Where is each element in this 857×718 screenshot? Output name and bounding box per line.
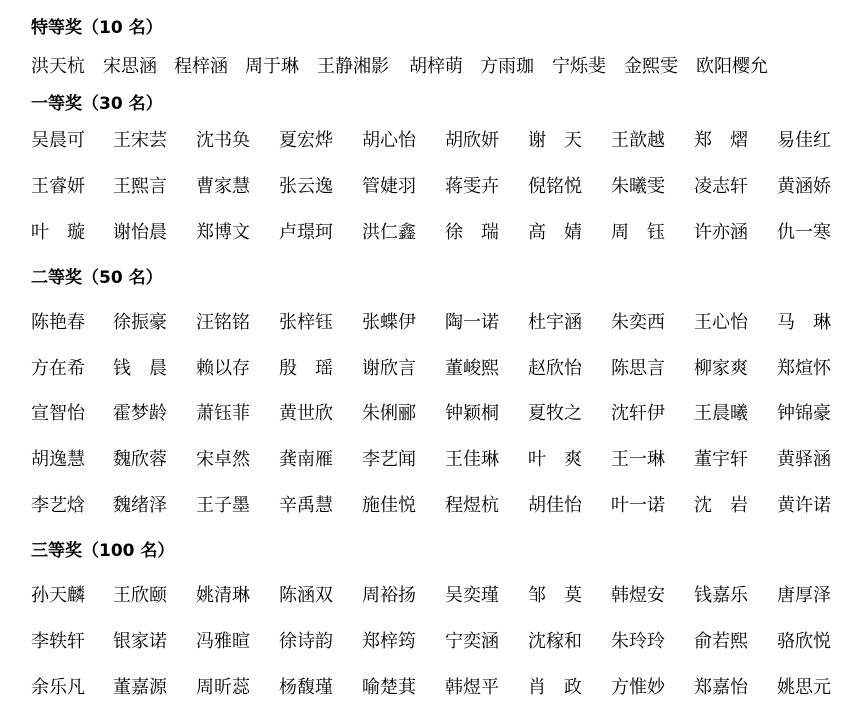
winner-name: 朱奕西 (611, 312, 665, 333)
winner-name: 宋卓然 (196, 449, 250, 470)
name-row (0, 129, 857, 153)
winner-name: 萧钰菲 (196, 403, 250, 424)
section-heading: 特等奖（10 名） (31, 18, 163, 38)
winner-name: 王睿妍 (31, 176, 85, 197)
winner-name: 周裕扬 (362, 585, 416, 606)
winner-name: 周于琳 (245, 56, 299, 77)
winner-name: 陈思言 (611, 358, 665, 379)
winner-name: 叶一诺 (611, 495, 665, 516)
winner-name: 霍梦龄 (113, 403, 167, 424)
winner-name: 辛禹慧 (279, 495, 333, 516)
winner-name: 谢欣言 (362, 358, 416, 379)
winner-name: 张蝶伊 (362, 312, 416, 333)
winner-name: 黄涵娇 (777, 176, 831, 197)
winner-name: 柳家爽 (694, 358, 748, 379)
winner-name: 杜宇涵 (528, 312, 582, 333)
winner-name: 邹 莫 (528, 585, 582, 606)
winner-name: 郑煊怀 (777, 358, 831, 379)
name-row (0, 448, 857, 472)
name-row (0, 402, 857, 426)
winner-name: 赵欣怡 (528, 358, 582, 379)
section-heading: 一等奖（30 名） (31, 94, 163, 114)
winner-name: 郑博文 (196, 222, 250, 243)
winner-name: 冯雅暄 (196, 631, 250, 652)
winner-name: 管婕羽 (362, 176, 416, 197)
winner-name: 钟颖桐 (445, 403, 499, 424)
winner-name: 董宇轩 (694, 449, 748, 470)
section-heading: 二等奖（50 名） (31, 268, 163, 288)
winner-name: 宣智怡 (31, 403, 85, 424)
winner-name: 王宋芸 (113, 130, 167, 151)
winner-name: 韩煜平 (445, 677, 499, 698)
winner-name: 杨馥瑾 (279, 677, 333, 698)
winner-name: 倪铭悦 (528, 176, 582, 197)
name-row (0, 175, 857, 199)
winner-name: 龚南雁 (279, 449, 333, 470)
winner-name: 徐振豪 (113, 312, 167, 333)
winner-name: 洪仁鑫 (362, 222, 416, 243)
winner-name: 黄许诺 (777, 495, 831, 516)
name-row (0, 494, 857, 518)
winner-name: 方惟妙 (611, 677, 665, 698)
winner-name: 王晨曦 (694, 403, 748, 424)
winner-name: 喻楚萁 (362, 677, 416, 698)
winner-name: 陈涵双 (279, 585, 333, 606)
name-row (0, 630, 857, 654)
winner-name: 董嘉源 (113, 677, 167, 698)
winner-name: 施佳悦 (362, 495, 416, 516)
winner-name: 肖 政 (528, 677, 582, 698)
winner-name: 俞若熙 (694, 631, 748, 652)
winner-name: 张云逸 (279, 176, 333, 197)
winner-name: 朱玲玲 (611, 631, 665, 652)
winner-name: 朱俐郦 (362, 403, 416, 424)
winner-name: 欧阳樱允 (696, 56, 768, 77)
winner-name: 钟锦豪 (777, 403, 831, 424)
winner-name: 马 琳 (777, 312, 831, 333)
winner-name: 黄驿涵 (777, 449, 831, 470)
winner-name: 沈书奂 (196, 130, 250, 151)
winner-name: 高 婧 (528, 222, 582, 243)
winner-name: 王静湘影 (317, 56, 389, 77)
winner-name: 夏宏烨 (279, 130, 333, 151)
name-row (0, 584, 857, 608)
winner-name: 殷 瑶 (279, 358, 333, 379)
winner-name: 凌志轩 (694, 176, 748, 197)
winner-name: 李艺闻 (362, 449, 416, 470)
winner-name: 银家诺 (113, 631, 167, 652)
winner-name: 程煜杭 (445, 495, 499, 516)
winner-name: 钱 晨 (113, 358, 167, 379)
winner-name: 陈艳春 (31, 312, 85, 333)
winner-name: 徐 瑞 (445, 222, 499, 243)
winner-name: 余乐凡 (31, 677, 85, 698)
winner-name: 曹家慧 (196, 176, 250, 197)
winner-name: 汪铭铭 (196, 312, 250, 333)
winner-name: 金熙雯 (624, 56, 678, 77)
winner-name: 王心怡 (694, 312, 748, 333)
winner-name: 李艺焓 (31, 495, 85, 516)
winner-name: 王歆越 (611, 130, 665, 151)
winner-name: 姚清琳 (196, 585, 250, 606)
winner-name: 沈轩伊 (611, 403, 665, 424)
winner-name: 郑梓筠 (362, 631, 416, 652)
winner-name: 沈 岩 (694, 495, 748, 516)
winner-name: 卢璟珂 (279, 222, 333, 243)
winner-name: 方在希 (31, 358, 85, 379)
section-heading: 三等奖（100 名） (31, 541, 175, 561)
winner-name: 韩煜安 (611, 585, 665, 606)
winner-name: 谢怡晨 (113, 222, 167, 243)
name-row (0, 311, 857, 335)
winner-name: 赖以存 (196, 358, 250, 379)
winner-name: 周 钰 (611, 222, 665, 243)
winner-name: 郑嘉怡 (694, 677, 748, 698)
winner-name: 骆欣悦 (777, 631, 831, 652)
winner-name: 王一琳 (611, 449, 665, 470)
name-row (0, 357, 857, 381)
name-row (0, 55, 857, 79)
winner-name: 沈稼和 (528, 631, 582, 652)
winner-name: 叶 璇 (31, 222, 85, 243)
winner-name: 王佳琳 (445, 449, 499, 470)
winner-name: 王欣颐 (113, 585, 167, 606)
winner-name: 郑 熠 (694, 130, 748, 151)
winner-name: 朱曦雯 (611, 176, 665, 197)
winner-name: 孙天麟 (31, 585, 85, 606)
winner-name: 洪天杭 (31, 56, 85, 77)
name-row (0, 676, 857, 700)
winner-name: 王熙言 (113, 176, 167, 197)
winner-name: 魏绪泽 (113, 495, 167, 516)
winner-name: 徐诗韵 (279, 631, 333, 652)
winner-name: 易佳红 (777, 130, 831, 151)
winner-name: 夏牧之 (528, 403, 582, 424)
winner-name: 宁烁斐 (552, 56, 606, 77)
winner-name: 胡梓萌 (409, 56, 463, 77)
name-row (0, 221, 857, 245)
winner-name: 周昕蕊 (196, 677, 250, 698)
winner-name: 仇一寒 (777, 222, 831, 243)
winner-name: 胡欣妍 (445, 130, 499, 151)
winner-name: 吴奕瑾 (445, 585, 499, 606)
winner-name: 胡逸慧 (31, 449, 85, 470)
winner-name: 方雨珈 (480, 56, 534, 77)
winner-name: 蒋雯卉 (445, 176, 499, 197)
winner-name: 姚思元 (777, 677, 831, 698)
winner-name: 胡佳怡 (528, 495, 582, 516)
winner-name: 王子墨 (196, 495, 250, 516)
winner-name: 李轶轩 (31, 631, 85, 652)
winner-name: 陶一诺 (445, 312, 499, 333)
winner-name: 魏欣蓉 (113, 449, 167, 470)
winner-name: 吴晨可 (31, 130, 85, 151)
winner-name: 宋思涵 (103, 56, 157, 77)
winner-name: 黄世欣 (279, 403, 333, 424)
winner-name: 宁奕涵 (445, 631, 499, 652)
winner-name: 叶 爽 (528, 449, 582, 470)
winner-name: 谢 天 (528, 130, 582, 151)
winner-name: 许亦涵 (694, 222, 748, 243)
winner-name: 胡心怡 (362, 130, 416, 151)
winner-name: 董峻熙 (445, 358, 499, 379)
winner-name: 张梓钰 (279, 312, 333, 333)
winner-name: 唐厚泽 (777, 585, 831, 606)
winner-name: 程梓涵 (174, 56, 228, 77)
winner-name: 钱嘉乐 (694, 585, 748, 606)
